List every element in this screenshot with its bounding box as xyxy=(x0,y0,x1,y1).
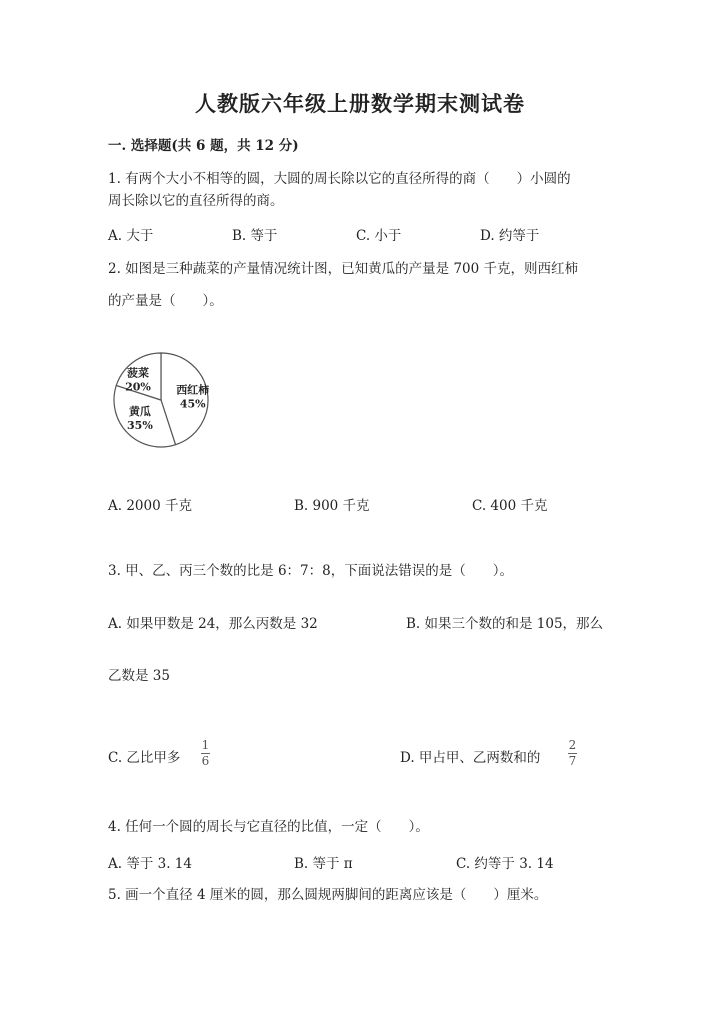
q2-option-a[interactable]: A. 2000 千克 xyxy=(108,498,192,514)
pie-percent-label-3: 20% xyxy=(125,380,151,394)
q1-option-b[interactable]: B. 等于 xyxy=(232,228,278,244)
q3-fraction-c xyxy=(201,739,210,768)
q2-option-c[interactable]: C. 400 千克 xyxy=(472,498,548,514)
q3-option-b[interactable]: B. 如果三个数的和是 105，那么 xyxy=(406,616,604,632)
question-3-line-1: 3. 甲、乙、丙三个数的比是 6：7：8，下面说法错误的是（ ）。 xyxy=(108,563,513,579)
pie-category-label-3: 菠菜 xyxy=(127,366,149,380)
pie-category-label-2: 黄瓜 xyxy=(128,405,151,419)
q3-option-c[interactable]: C. 乙比甲多 xyxy=(108,750,181,766)
question-2-line-2: 的产量是（ ）。 xyxy=(108,293,223,309)
fraction-d-numerator: 2 xyxy=(568,738,577,752)
question-1-line-2: 周长除以它的直径所得的商。 xyxy=(108,193,284,209)
q4-option-a[interactable]: A. 等于 3. 14 xyxy=(108,856,192,872)
q3-fraction-d xyxy=(568,739,577,768)
q4-option-c[interactable]: C. 约等于 3. 14 xyxy=(456,856,554,872)
q2-option-b[interactable]: B. 900 千克 xyxy=(294,498,370,514)
question-4-line-1: 4. 任何一个圆的周长与它直径的比值，一定（ ）。 xyxy=(108,819,429,835)
pie-percent-label-1: 45% xyxy=(179,397,206,411)
q1-option-c[interactable]: C. 小于 xyxy=(356,228,402,244)
page-title: 人教版六年级上册数学期末测试卷 xyxy=(195,91,525,116)
q3-option-a[interactable]: A. 如果甲数是 24，那么丙数是 32 xyxy=(108,616,318,632)
question-1-line-1: 1. 有两个大小不相等的圆，大圆的周长除以它的直径所得的商（ ）小圆的 xyxy=(108,171,571,187)
question-2-line-1: 2. 如图是三种蔬菜的产量情况统计图，已知黄瓜的产量是 700 千克，则西红柿 xyxy=(108,261,579,277)
pie-percent-label-2: 35% xyxy=(127,419,153,433)
q4-option-b[interactable]: B. 等于 π xyxy=(294,856,353,872)
vegetable-pie-chart xyxy=(105,345,225,460)
q1-option-a[interactable]: A. 大于 xyxy=(108,228,154,244)
pie-category-label-1: 西红柿 xyxy=(176,383,210,397)
fraction-d-denominator: 7 xyxy=(568,754,577,768)
fraction-c-numerator: 1 xyxy=(201,738,210,752)
question-5-line-1: 5. 画一个直径 4 厘米的圆，那么圆规两脚间的距离应该是（ ）厘米。 xyxy=(108,887,548,903)
q3-option-d[interactable]: D. 甲占甲、乙两数和的 xyxy=(400,750,541,766)
q1-option-d[interactable]: D. 约等于 xyxy=(480,228,540,244)
q3-option-b-continued: 乙数是 35 xyxy=(108,668,170,684)
fraction-c-denominator: 6 xyxy=(201,754,210,768)
section-heading: 一. 选择题(共 6 题，共 12 分) xyxy=(108,138,299,154)
